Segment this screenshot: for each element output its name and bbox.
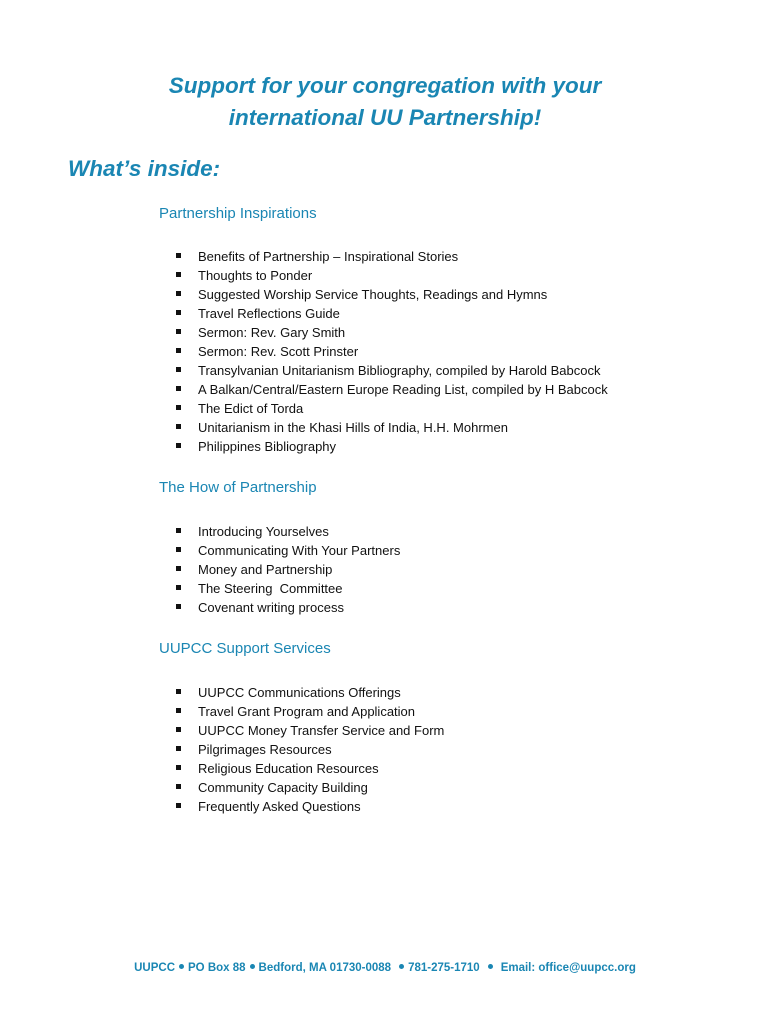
section-list	[175, 683, 444, 816]
square-bullet-icon	[176, 604, 181, 609]
square-bullet-icon	[176, 528, 181, 533]
list-item: The Steering Committee	[175, 579, 400, 598]
dot-separator-icon	[179, 964, 184, 969]
square-bullet-icon	[176, 547, 181, 552]
square-bullet-icon	[176, 443, 181, 448]
list-item: Covenant writing process	[175, 598, 400, 617]
dot-separator-icon	[488, 964, 493, 969]
square-bullet-icon	[176, 424, 181, 429]
whats-inside-heading: What’s inside:	[68, 156, 221, 181]
square-bullet-icon	[176, 272, 181, 277]
square-bullet-icon	[176, 765, 181, 770]
square-bullet-icon	[176, 727, 181, 732]
square-bullet-icon	[176, 386, 181, 391]
square-bullet-icon	[176, 689, 181, 694]
list-item: Community Capacity Building	[175, 778, 444, 797]
footer-phone: 781-275-1710	[408, 962, 480, 974]
list-item: UUPCC Communications Offerings	[175, 683, 444, 702]
list-item: Philippines Bibliography	[175, 437, 608, 456]
list-item: Unitarianism in the Khasi Hills of India, H.H. Mohrmen	[175, 418, 608, 437]
title-line-2: international UU Partnership!	[228, 105, 542, 130]
document-title	[0, 70, 770, 134]
dot-separator-icon	[250, 964, 255, 969]
section-heading: UUPCC Support Services	[159, 640, 331, 657]
section-heading: The How of Partnership	[159, 479, 317, 496]
list-item: Communicating With Your Partners	[175, 541, 400, 560]
square-bullet-icon	[176, 708, 181, 713]
list-item: Money and Partnership	[175, 560, 400, 579]
square-bullet-icon	[176, 746, 181, 751]
list-item: Introducing Yourselves	[175, 522, 400, 541]
list-item: Suggested Worship Service Thoughts, Readings and Hymns	[175, 285, 608, 304]
list-item: Frequently Asked Questions	[175, 797, 444, 816]
square-bullet-icon	[176, 566, 181, 571]
square-bullet-icon	[176, 310, 181, 315]
square-bullet-icon	[176, 291, 181, 296]
section-list	[175, 522, 400, 617]
list-item: A Balkan/Central/Eastern Europe Reading List, compiled by H Babcock	[175, 380, 608, 399]
square-bullet-icon	[176, 803, 181, 808]
footer-contact	[0, 959, 770, 977]
section-heading: Partnership Inspirations	[159, 205, 317, 222]
list-item: Sermon: Rev. Scott Prinster	[175, 342, 608, 361]
section-list	[175, 247, 608, 456]
square-bullet-icon	[176, 405, 181, 410]
title-line-1: Support for your congregation with your	[168, 73, 602, 98]
list-item: Transylvanian Unitarianism Bibliography, compiled by Harold Babcock	[175, 361, 608, 380]
square-bullet-icon	[176, 329, 181, 334]
list-item: Travel Grant Program and Application	[175, 702, 444, 721]
section-uupcc-support-services	[159, 639, 759, 814]
dot-separator-icon	[399, 964, 404, 969]
footer-org: UUPCC	[134, 962, 176, 974]
list-item: Thoughts to Ponder	[175, 266, 608, 285]
list-item: Sermon: Rev. Gary Smith	[175, 323, 608, 342]
footer-city: Bedford, MA 01730-0088	[258, 962, 392, 974]
footer-po-box: PO Box 88	[188, 962, 246, 974]
list-item: Benefits of Partnership – Inspirational Stories	[175, 247, 608, 266]
list-item: Religious Education Resources	[175, 759, 444, 778]
square-bullet-icon	[176, 253, 181, 258]
section-how-of-partnership	[159, 478, 759, 615]
square-bullet-icon	[176, 367, 181, 372]
list-item: Pilgrimages Resources	[175, 740, 444, 759]
section-partnership-inspirations	[159, 204, 759, 454]
square-bullet-icon	[176, 585, 181, 590]
list-item: UUPCC Money Transfer Service and Form	[175, 721, 444, 740]
square-bullet-icon	[176, 348, 181, 353]
square-bullet-icon	[176, 784, 181, 789]
list-item: The Edict of Torda	[175, 399, 608, 418]
list-item: Travel Reflections Guide	[175, 304, 608, 323]
footer-email[interactable]: Email: office@uupcc.org	[500, 962, 636, 974]
